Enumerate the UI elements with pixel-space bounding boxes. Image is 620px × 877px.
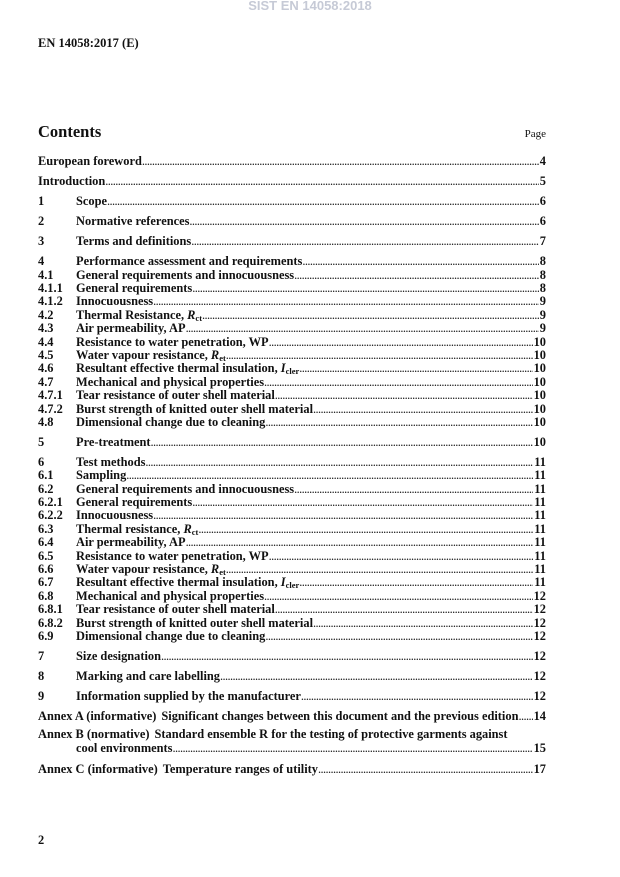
toc-entry-page: 10 xyxy=(533,414,546,429)
toc-entry-leader xyxy=(161,650,533,663)
toc-entry-leader xyxy=(192,282,539,295)
toc-entry-title: Introduction xyxy=(38,174,106,189)
toc-entry-symbol: R xyxy=(210,347,220,362)
toc-entry[interactable] xyxy=(38,496,546,509)
toc-entry[interactable] xyxy=(38,509,546,522)
toc-entry-page: 12 xyxy=(533,688,546,703)
toc-entry-leader xyxy=(192,496,533,509)
toc-entry-title: Innocuousness xyxy=(76,508,154,523)
toc-annex-entry[interactable] xyxy=(38,763,546,776)
toc-entry-title: Innocuousness xyxy=(76,294,154,309)
toc-entry-title: General requirements xyxy=(76,495,193,510)
toc-entry-symbol: I xyxy=(280,361,286,376)
toc-annex-entry[interactable] xyxy=(38,710,546,723)
toc-entry-leader xyxy=(189,215,538,228)
toc-entry-leader xyxy=(153,295,539,308)
toc-annex-label: Annex C (informative) xyxy=(38,761,158,776)
toc-entry-title: Air permeability, AP xyxy=(76,535,186,550)
toc-entry-title xyxy=(76,309,202,322)
toc-entry-page: 4 xyxy=(539,154,546,169)
toc-entry-title-text: Resultant effective thermal insulation, xyxy=(76,361,281,376)
toc-entry-number: 6.1 xyxy=(38,468,54,483)
toc-entry-symbol-subscript: et xyxy=(219,567,226,577)
toc-entry[interactable] xyxy=(38,436,546,449)
toc-entry-number: 6.6 xyxy=(38,562,54,576)
toc-entry-page: 10 xyxy=(533,401,546,416)
toc-entry-leader xyxy=(151,436,533,449)
toc-entry-number: 4.1.1 xyxy=(38,281,63,295)
toc-entry-leader xyxy=(294,483,533,496)
toc-entry-page: 10 xyxy=(533,434,546,449)
toc-entry-number: 6.2.2 xyxy=(38,508,63,523)
page-number: 2 xyxy=(38,833,45,847)
toc-annex-label: Annex B (normative) xyxy=(38,727,150,742)
toc-entry-page: 10 xyxy=(533,374,546,389)
toc-entry-page: 9 xyxy=(539,321,546,336)
toc-entry-title-text: Water vapour resistance, xyxy=(76,347,211,362)
toc-entry-title: Mechanical and physical properties xyxy=(76,588,265,603)
toc-entry-title: Dimensional change due to cleaning xyxy=(76,628,266,643)
toc-entry-leader xyxy=(265,416,532,429)
toc-entry-leader xyxy=(191,235,539,248)
toc-entry-number: 7 xyxy=(38,648,45,663)
toc-entry-leader xyxy=(202,309,539,322)
toc-entry[interactable] xyxy=(38,483,546,496)
toc-entry-leader xyxy=(269,550,534,563)
toc-entry-title: Burst strength of knitted outer shell material xyxy=(76,401,314,416)
toc-entry-title: Tear resistance of outer shell material xyxy=(76,602,275,617)
toc-entry[interactable] xyxy=(38,550,546,563)
toc-entry[interactable] xyxy=(38,215,546,228)
toc-entry-page: 17 xyxy=(533,761,546,776)
toc-entry[interactable] xyxy=(38,416,546,429)
toc-entry-page: 10 xyxy=(533,388,546,403)
toc-entry-title: Pre-treatment xyxy=(76,434,151,449)
toc-entry-number: 4.1.2 xyxy=(38,294,63,309)
toc-entry-leader xyxy=(145,456,533,469)
toc-entry-title-text: Resultant effective thermal insulation, xyxy=(76,575,281,590)
toc-annex-heading xyxy=(38,710,518,723)
toc-entry-leader xyxy=(299,362,532,375)
toc-entry[interactable] xyxy=(38,617,546,630)
toc-entry-leader xyxy=(518,710,532,723)
toc-entry-title: Marking and care labelling xyxy=(76,668,220,683)
toc-entry[interactable] xyxy=(38,670,546,683)
toc-entry[interactable] xyxy=(38,576,546,589)
toc-entry-number: 8 xyxy=(38,668,45,683)
toc-entry-number: 6.8.2 xyxy=(38,615,63,630)
toc-entry-page: 11 xyxy=(534,535,546,550)
toc-entry[interactable] xyxy=(38,469,546,482)
toc-entry-number: 4.8 xyxy=(38,414,54,429)
toc-entry-symbol: R xyxy=(183,521,192,536)
toc-entry-title: General requirements and innocuousness xyxy=(76,267,295,282)
toc-entry-leader xyxy=(269,336,533,349)
toc-entry[interactable] xyxy=(38,336,546,349)
toc-entry-title: Normative references xyxy=(76,214,190,229)
toc-entry-page: 11 xyxy=(534,548,546,563)
toc-entry[interactable] xyxy=(38,255,546,268)
toc-entry-page: 12 xyxy=(533,615,546,630)
toc-entry[interactable] xyxy=(38,309,546,322)
toc-entry-leader xyxy=(301,690,533,703)
toc-entry-symbol: R xyxy=(187,307,196,322)
toc-entry[interactable] xyxy=(38,362,546,375)
toc-entry-symbol-subscript: et xyxy=(219,352,226,363)
toc-entry-leader xyxy=(226,563,533,576)
toc-entry-number: 9 xyxy=(38,688,45,703)
table-of-contents xyxy=(38,155,546,776)
toc-entry-page: 11 xyxy=(534,521,546,536)
toc-entry-number: 3 xyxy=(38,234,45,249)
toc-entry-number: 6.7 xyxy=(38,575,54,590)
toc-entry-page: 6 xyxy=(539,214,546,229)
toc-entry-leader xyxy=(126,469,533,482)
toc-entry-number: 6.8 xyxy=(38,588,54,603)
toc-entry-symbol-subscript: ct xyxy=(195,312,203,323)
toc-entry-number: 4.7 xyxy=(38,374,54,389)
toc-annex-heading xyxy=(38,728,508,741)
toc-entry-leader xyxy=(153,509,533,522)
toc-entry-leader xyxy=(220,670,533,683)
toc-entry-page: 10 xyxy=(533,347,546,362)
toc-entry-number: 2 xyxy=(38,214,45,229)
toc-entry[interactable] xyxy=(38,456,546,469)
toc-entry-number: 6.3 xyxy=(38,521,54,536)
toc-entry-number: 4.7.2 xyxy=(38,401,63,416)
toc-entry[interactable] xyxy=(38,269,546,282)
toc-entry[interactable] xyxy=(38,389,546,402)
toc-entry-title: General requirements xyxy=(76,281,193,295)
toc-entry-number: 4.7.1 xyxy=(38,388,63,403)
toc-entry-page: 14 xyxy=(533,708,546,723)
toc-entry-number: 4.4 xyxy=(38,334,54,349)
toc-entry-page: 8 xyxy=(539,267,546,282)
toc-entry-page: 8 xyxy=(539,281,546,295)
toc-entry-title: Information supplied by the manufacturer xyxy=(76,688,301,703)
toc-entry-leader xyxy=(172,742,532,755)
toc-entry-title: Performance assessment and requirements xyxy=(76,254,303,269)
toc-annex-title: Temperature ranges of utility xyxy=(162,761,318,776)
document-id-header: EN 14058:2017 (E) xyxy=(38,36,139,50)
toc-entry-title-text: Thermal resistance, xyxy=(76,521,184,536)
toc-entry-page: 11 xyxy=(534,495,546,510)
watermark-text: SIST EN 14058:2018 xyxy=(248,0,372,13)
toc-entry-number: 1 xyxy=(38,194,45,209)
toc-entry-page: 11 xyxy=(534,562,546,576)
toc-entry-symbol: I xyxy=(280,575,286,590)
page-column-label: Page xyxy=(524,128,546,140)
toc-entry-title: Resistance to water penetration, WP xyxy=(76,548,269,563)
toc-entry-page: 6 xyxy=(539,194,546,209)
toc-entry-number: 6.8.1 xyxy=(38,602,63,617)
toc-entry-title: Tear resistance of outer shell material xyxy=(76,388,275,403)
toc-entry[interactable] xyxy=(38,523,546,536)
toc-entry[interactable] xyxy=(38,295,546,308)
toc-entry-leader xyxy=(186,536,534,549)
toc-entry[interactable] xyxy=(38,403,546,416)
toc-entry-leader xyxy=(275,603,533,616)
toc-entry[interactable] xyxy=(38,349,546,362)
toc-entry[interactable] xyxy=(38,376,546,389)
toc-entry-leader xyxy=(198,523,533,536)
toc-entry-title xyxy=(76,362,299,375)
contents-title-bar xyxy=(38,121,546,143)
toc-entry-number: 4.3 xyxy=(38,321,54,336)
toc-entry-leader xyxy=(186,322,539,335)
toc-entry-title: Burst strength of knitted outer shell material xyxy=(76,615,314,630)
toc-entry-page: 9 xyxy=(539,294,546,309)
toc-entry[interactable] xyxy=(38,155,546,168)
toc-entry-number: 6.5 xyxy=(38,548,54,563)
toc-entry-page: 11 xyxy=(534,575,546,590)
toc-entry[interactable] xyxy=(38,282,546,295)
toc-entry-page: 8 xyxy=(539,254,546,269)
toc-entry-number: 5 xyxy=(38,434,45,449)
toc-entry-symbol-subscript: ct xyxy=(191,526,199,537)
toc-entry-leader xyxy=(264,590,533,603)
toc-entry-page: 12 xyxy=(533,668,546,683)
toc-entry-leader xyxy=(105,175,539,188)
toc-entry-title xyxy=(76,563,226,576)
toc-entry-title xyxy=(76,349,226,362)
toc-entry-number: 6.2.1 xyxy=(38,495,63,510)
toc-entry-title xyxy=(76,576,299,589)
toc-entry-leader xyxy=(107,195,539,208)
toc-entry-symbol: R xyxy=(210,562,220,576)
toc-entry-title: Air permeability, AP xyxy=(76,321,186,336)
toc-entry[interactable] xyxy=(38,690,546,703)
toc-entry-leader xyxy=(142,155,539,168)
toc-annex-label: Annex A (informative) xyxy=(38,708,157,723)
toc-entry[interactable] xyxy=(38,603,546,616)
toc-entry-leader xyxy=(313,403,533,416)
toc-annex-heading xyxy=(38,763,318,776)
toc-entry-page: 9 xyxy=(539,307,546,322)
toc-entry-leader xyxy=(302,255,538,268)
toc-entry[interactable] xyxy=(38,590,546,603)
toc-entry-number: 6.4 xyxy=(38,535,54,550)
toc-entry-number: 6.2 xyxy=(38,481,54,496)
toc-entry-title: European foreword xyxy=(38,154,142,169)
toc-entry-leader xyxy=(275,389,533,402)
toc-entry[interactable] xyxy=(38,630,546,643)
toc-entry-page: 11 xyxy=(534,481,546,496)
toc-entry-leader xyxy=(313,617,533,630)
toc-entry-symbol-subscript: cler xyxy=(285,580,300,591)
toc-entry-page: 7 xyxy=(539,234,546,249)
toc-entry-page: 12 xyxy=(533,628,546,643)
toc-entry-page: 5 xyxy=(539,174,546,189)
toc-entry-symbol-subscript: cler xyxy=(285,366,300,377)
toc-entry-page: 12 xyxy=(533,588,546,603)
toc-entry-page: 11 xyxy=(534,468,546,483)
toc-entry-title: Sampling xyxy=(76,468,127,483)
toc-entry[interactable] xyxy=(38,650,546,663)
toc-entry[interactable] xyxy=(38,195,546,208)
toc-entry-page: 12 xyxy=(533,648,546,663)
toc-entry-number: 4.2 xyxy=(38,307,54,322)
toc-entry-title-text: Thermal Resistance, xyxy=(76,307,188,322)
toc-entry-page: 12 xyxy=(533,602,546,617)
toc-entry-title: General requirements and innocuousness xyxy=(76,481,295,496)
toc-entry-leader xyxy=(265,630,532,643)
toc-annex-title: Significant changes between this document and the previous edition xyxy=(161,708,519,723)
toc-entry-number: 4.6 xyxy=(38,361,54,376)
toc-entry[interactable] xyxy=(38,563,546,576)
toc-entry-title: Terms and definitions xyxy=(76,234,192,249)
toc-entry[interactable] xyxy=(38,175,546,188)
toc-entry[interactable] xyxy=(38,322,546,335)
toc-entry-page: 10 xyxy=(533,361,546,376)
contents-heading: Contents xyxy=(38,122,102,141)
toc-entry-number: 6.9 xyxy=(38,628,54,643)
toc-entry[interactable] xyxy=(38,235,546,248)
toc-entry-title: Scope xyxy=(76,194,107,209)
toc-entry-page: 11 xyxy=(534,454,546,469)
toc-entry-title: Resistance to water penetration, WP xyxy=(76,334,269,349)
toc-annex-entry[interactable] xyxy=(38,728,546,741)
toc-entry-title xyxy=(76,523,198,536)
toc-entry-number: 4.5 xyxy=(38,347,54,362)
toc-entry-leader xyxy=(264,376,533,389)
toc-entry-title-text: Water vapour resistance, xyxy=(76,562,211,576)
toc-entry-leader xyxy=(226,349,533,362)
toc-entry-page: 10 xyxy=(533,334,546,349)
toc-entry-title: Size designation xyxy=(76,648,162,663)
toc-entry-title: Test methods xyxy=(76,454,146,469)
toc-entry-number: 4 xyxy=(38,254,45,269)
toc-entry-number: 6 xyxy=(38,454,45,469)
toc-entry-page: 15 xyxy=(533,740,546,755)
toc-entry-leader xyxy=(299,576,533,589)
toc-entry-number: 4.1 xyxy=(38,267,54,282)
toc-entry-leader xyxy=(294,269,539,282)
toc-entry-title: Mechanical and physical properties xyxy=(76,374,265,389)
toc-entry-page: 11 xyxy=(534,508,546,523)
toc-entry[interactable] xyxy=(38,536,546,549)
toc-entry-leader xyxy=(318,763,533,776)
toc-annex-title-continuation: cool environments xyxy=(76,740,173,755)
toc-annex-entry-continuation[interactable] xyxy=(38,742,546,755)
toc-annex-title: Standard ensemble R for the testing of protective garments against xyxy=(154,727,508,742)
toc-entry-title: Dimensional change due to cleaning xyxy=(76,414,266,429)
